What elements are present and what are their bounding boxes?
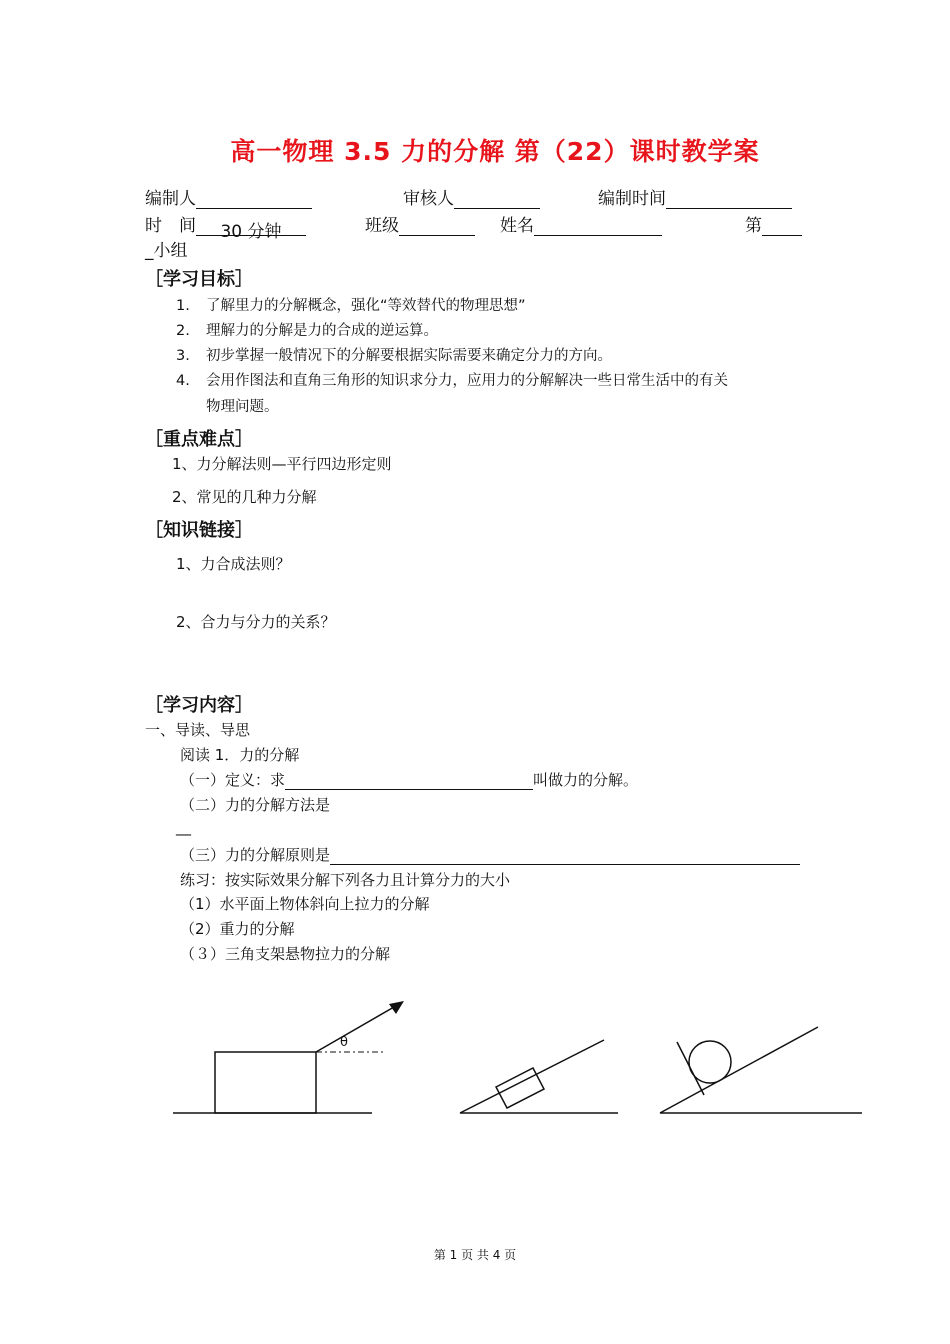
group-suffix: _小组	[145, 241, 188, 261]
exercise-item: （1）水平面上物体斜向上拉力的分解	[180, 895, 430, 913]
diagram-horizontal-pull	[173, 1001, 404, 1113]
definition-prefix: （一）定义：求	[180, 771, 286, 789]
key-points-heading: ［重点难点］	[145, 429, 253, 450]
editor-label: 编制人	[145, 189, 196, 209]
diagram-incline-block	[460, 1040, 618, 1113]
objective-text: 了解里力的分解概念，强化“等效替代的物理思想”	[206, 298, 526, 314]
links-heading: ［知识链接］	[145, 520, 253, 541]
objective-num: 3.	[176, 348, 190, 364]
incline-line	[460, 1040, 604, 1113]
key-point-item: 2、常见的几种力分解	[172, 488, 317, 506]
block	[496, 1068, 544, 1108]
method-blank[interactable]: __	[176, 818, 191, 836]
objective-text: 初步掌握一般情况下的分解要根据实际需要来确定分力的方向。	[206, 348, 612, 364]
exercise-item: （2）重力的分解	[180, 920, 295, 938]
objective-num: 1.	[176, 298, 190, 314]
part1-heading: 一、导读、导思	[145, 721, 251, 739]
incline-line	[660, 1027, 818, 1113]
page-footer: 第 1 页 共 4 页	[433, 1248, 517, 1262]
principle-label: （三）力的分解原则是	[180, 846, 331, 864]
objective-text: 会用作图法和直角三角形的知识求分力，应用力的分解解决一些日常生活中的有关	[206, 373, 728, 389]
objective-num: 4.	[176, 373, 190, 389]
group-prefix: 第	[745, 216, 762, 236]
page-title: 高一物理 3.5 力的分解 第（22）课时教学案	[230, 137, 760, 166]
arrow-head	[389, 1001, 404, 1014]
objective-continuation: 物理问题。	[206, 399, 279, 415]
theta-label: θ	[340, 1035, 348, 1050]
objectives-heading: ［学习目标］	[145, 269, 253, 290]
time-value: 30 分钟	[196, 217, 306, 236]
time-label: 时 间	[145, 216, 196, 236]
objective-text: 理解力的分解是力的合成的逆运算。	[206, 323, 438, 339]
exercise-item: （３）三角支架悬物拉力的分解	[180, 945, 391, 963]
edit-time-label: 编制时间	[598, 189, 666, 209]
link-item: 1、力合成法则？	[176, 555, 291, 573]
reviewer-label: 审核人	[403, 189, 454, 209]
link-item: 2、合力与分力的关系？	[176, 613, 336, 631]
objective-num: 2.	[176, 323, 190, 339]
name-label: 姓名	[500, 216, 534, 236]
box	[215, 1052, 316, 1113]
reading-title: 阅读 1．力的分解	[180, 746, 300, 764]
definition-suffix: 叫做力的分解。	[533, 771, 639, 789]
diagram-ball-incline	[660, 1027, 862, 1113]
ball	[689, 1041, 731, 1083]
class-label: 班级	[365, 216, 399, 236]
exercise-instruction: 练习：按实际效果分解下列各力且计算分力的大小	[180, 871, 511, 889]
method-line: （二）力的分解方法是	[180, 796, 331, 814]
content-heading: ［学习内容］	[145, 695, 253, 716]
key-point-item: 1、力分解法则—平行四边形定则	[172, 455, 392, 473]
pull-force-arrow	[316, 1007, 394, 1052]
